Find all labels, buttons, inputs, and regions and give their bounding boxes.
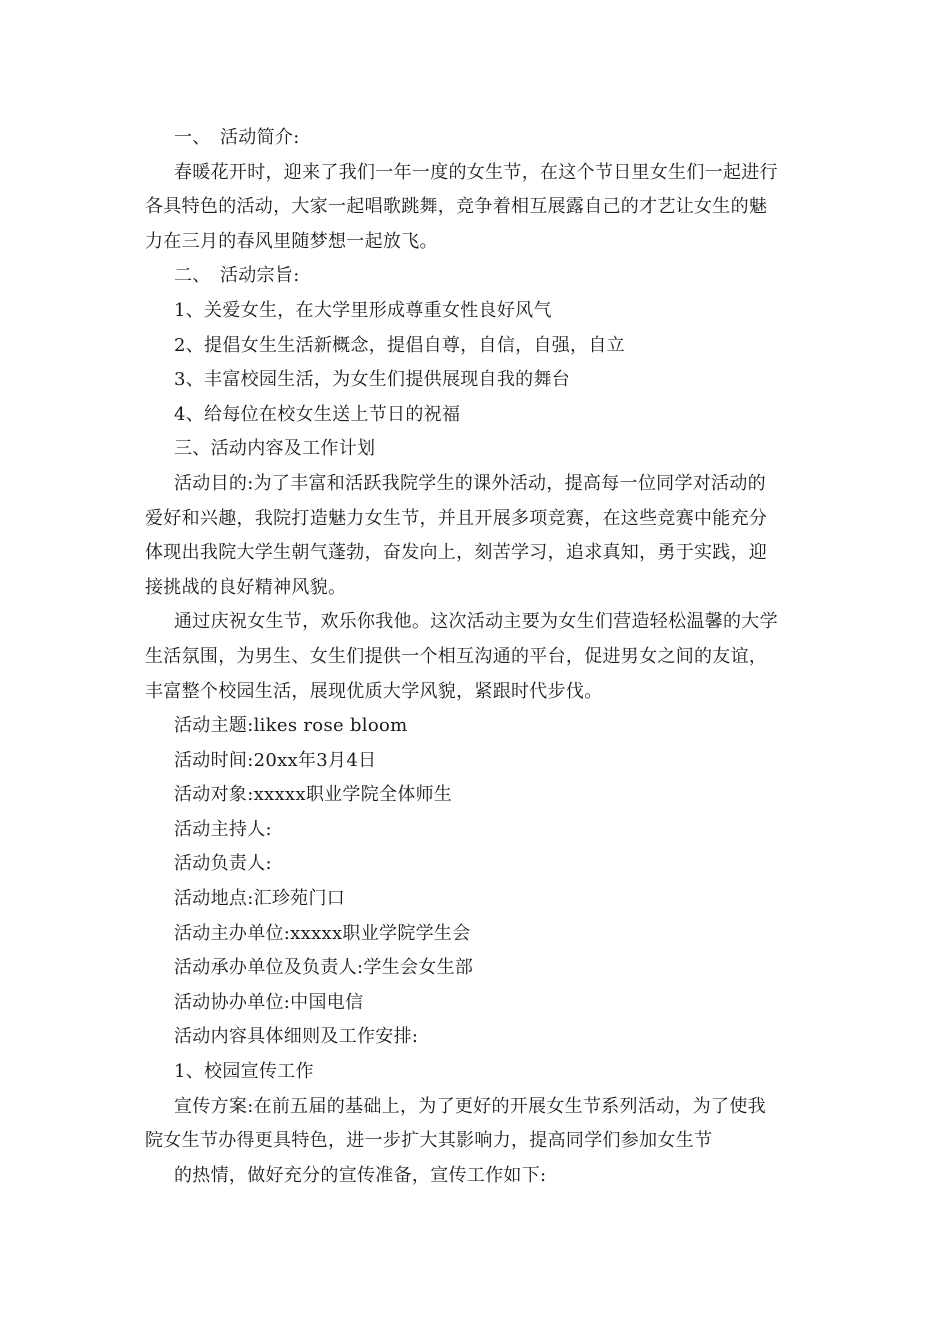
section-1-number: 一、 bbox=[174, 127, 211, 148]
purpose-line-2: 爱好和兴趣，我院打造魅力女生节，并且开展多项竞赛，在这些竞赛中能充分 bbox=[145, 507, 768, 529]
intro-line-1: 春暖花开时，迎来了我们一年一度的女生节，在这个节日里女生们一起进行 bbox=[174, 161, 778, 183]
document-body bbox=[145, 121, 815, 1193]
celebrate-line-2: 生活氛围，为男生、女生们提供一个相互沟通的平台，促进男女之间的友谊， bbox=[145, 645, 768, 667]
section-1-heading bbox=[145, 121, 815, 156]
celebrate-line-3: 丰富整个校园生活，展现优质大学风貌，紧跟时代步伐。 bbox=[145, 680, 603, 702]
detail-audience: 活动对象:xxxxx职业学院全体师生 bbox=[174, 784, 453, 806]
aim-item-2: 2、提倡女生生活新概念，提倡自尊，自信，自强，自立 bbox=[174, 334, 625, 356]
detail-manager: 活动负责人: bbox=[174, 853, 272, 875]
publicity-line-2: 院女生节办得更具特色，进一步扩大其影响力，提高同学们参加女生节 bbox=[145, 1130, 713, 1152]
detail-location: 活动地点:汇珍苑门口 bbox=[174, 888, 346, 910]
celebrate-line-1: 通过庆祝女生节，欢乐你我他。这次活动主要为女生们营造轻松温馨的大学 bbox=[174, 611, 778, 633]
detail-undertaker: 活动承办单位及负责人:学生会女生部 bbox=[174, 957, 474, 979]
section-2-number: 二、 bbox=[174, 265, 211, 287]
detail-organizer: 活动主办单位:xxxxx职业学院学生会 bbox=[174, 922, 471, 944]
detail-publicity-item: 1、校园宣传工作 bbox=[174, 1061, 314, 1083]
section-2-title: 活动宗旨: bbox=[220, 265, 300, 287]
detail-arrangement: 活动内容具体细则及工作安排: bbox=[174, 1026, 419, 1048]
detail-host: 活动主持人: bbox=[174, 818, 272, 840]
intro-line-3: 力在三月的春风里随梦想一起放飞。 bbox=[145, 230, 438, 252]
aim-item-4: 4、给每位在校女生送上节日的祝福 bbox=[174, 403, 461, 425]
detail-theme: 活动主题:likes rose bloom bbox=[174, 715, 408, 737]
purpose-line-4: 接挑战的良好精神风貌。 bbox=[145, 576, 347, 598]
detail-time: 活动时间:20xx年3月4日 bbox=[174, 749, 377, 771]
detail-co-organizer: 活动协办单位:中国电信 bbox=[174, 991, 364, 1013]
aim-item-1: 1、关爱女生，在大学里形成尊重女性良好风气 bbox=[174, 299, 552, 321]
aim-item-3: 3、丰富校园生活，为女生们提供展现自我的舞台 bbox=[174, 369, 571, 391]
section-1-title: 活动简介: bbox=[220, 127, 300, 148]
publicity-line-3: 的热情，做好充分的宣传准备，宣传工作如下: bbox=[174, 1164, 547, 1186]
intro-line-2: 各具特色的活动，大家一起唱歌跳舞，竞争着相互展露自己的才艺让女生的魅 bbox=[145, 196, 768, 218]
section-3-heading: 三、活动内容及工作计划 bbox=[174, 438, 376, 460]
purpose-line-1: 活动目的:为了丰富和活跃我院学生的课外活动，提高每一位同学对活动的 bbox=[174, 472, 766, 494]
publicity-line-1: 宣传方案:在前五届的基础上，为了更好的开展女生节系列活动，为了使我 bbox=[174, 1095, 766, 1117]
section-2-heading bbox=[145, 259, 815, 294]
purpose-line-3: 体现出我院大学生朝气蓬勃，奋发向上，刻苦学习，追求真知，勇于实践，迎 bbox=[145, 542, 768, 564]
